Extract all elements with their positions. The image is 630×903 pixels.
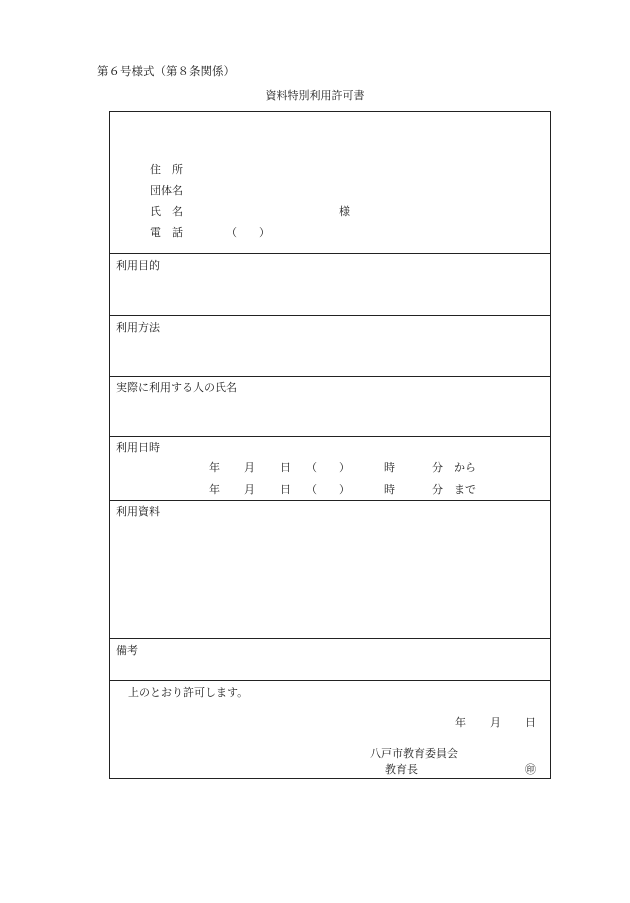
approval-year-unit: 年 [455, 716, 466, 729]
hour-unit: 時 [384, 461, 395, 474]
usage-datetime-label: 利用日時 [116, 441, 160, 454]
issuer-organization: 八戸市教育委員会 [370, 747, 458, 760]
until-suffix: まで [454, 483, 476, 496]
minute-unit: 分 [432, 483, 443, 496]
month-unit: 月 [244, 461, 255, 474]
weekday-paren: （ ） [306, 483, 350, 496]
approval-month-unit: 月 [490, 716, 501, 729]
year-unit: 年 [209, 483, 220, 496]
month-unit: 月 [244, 483, 255, 496]
approval-statement: 上のとおり許可します。 [128, 686, 249, 699]
phone-area-code-paren: （ ） [226, 226, 270, 239]
usage-method-label: 利用方法 [116, 321, 160, 334]
day-unit: 日 [280, 461, 291, 474]
seal-mark: ㊞ [525, 763, 536, 776]
day-unit: 日 [280, 483, 291, 496]
from-suffix: から [454, 461, 476, 474]
address-label: 住 所 [150, 163, 183, 176]
hour-unit: 時 [384, 483, 395, 496]
permit-form-frame [109, 111, 551, 779]
divider [110, 315, 550, 316]
phone-label: 電 話 [150, 226, 183, 239]
honorific-sama: 様 [339, 205, 350, 218]
divider [110, 436, 550, 437]
divider [110, 680, 550, 681]
approval-day-unit: 日 [525, 716, 536, 729]
remarks-label: 備考 [116, 644, 138, 657]
divider [110, 253, 550, 254]
divider [110, 638, 550, 639]
divider [110, 500, 550, 501]
form-number: 第６号様式（第８条関係） [97, 64, 235, 78]
materials-label: 利用資料 [116, 505, 160, 518]
group-name-label: 団体名 [150, 184, 183, 197]
weekday-paren: （ ） [306, 461, 350, 474]
minute-unit: 分 [432, 461, 443, 474]
divider [110, 376, 550, 377]
usage-purpose-label: 利用目的 [116, 259, 160, 272]
name-label: 氏 名 [150, 205, 183, 218]
year-unit: 年 [209, 461, 220, 474]
issuer-title: 教育長 [385, 763, 418, 776]
actual-user-name-label: 実際に利用する人の氏名 [116, 381, 237, 394]
document-title: 資料特別利用許可書 [265, 89, 365, 102]
